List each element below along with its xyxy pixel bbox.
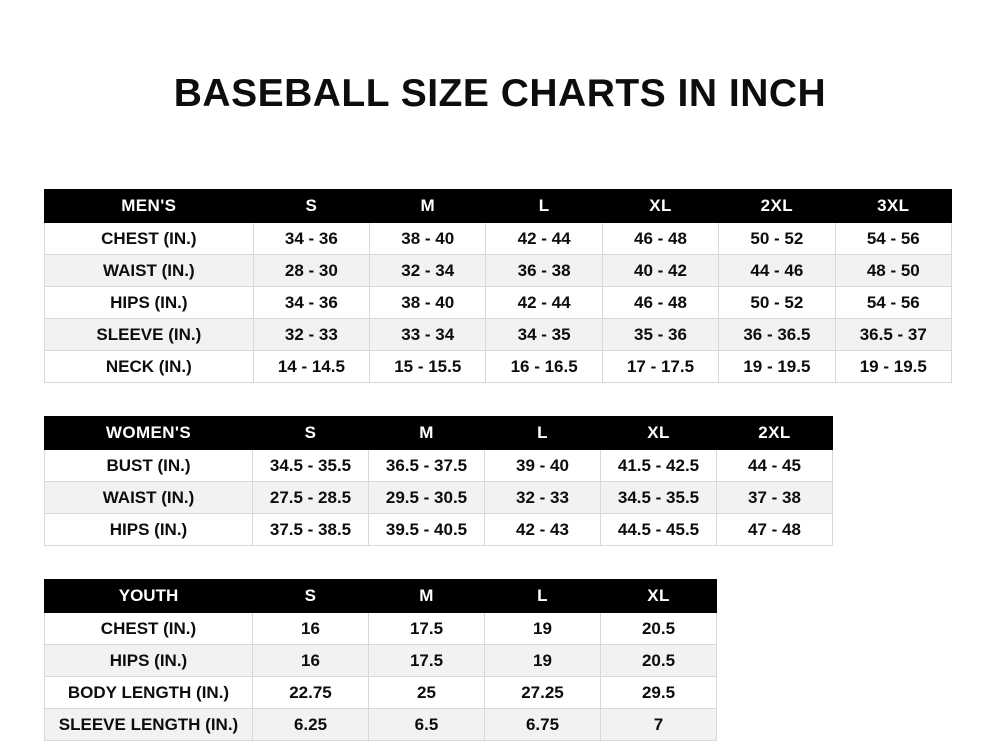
cell: 19 - 19.5 [835,351,951,383]
table-row [45,677,717,709]
cell: 6.75 [485,709,601,741]
cell: 22.75 [253,677,369,709]
row-label: SLEEVE (IN.) [45,319,254,351]
table-header-row [45,190,952,223]
cell: 40 - 42 [602,255,718,287]
row-label: SLEEVE LENGTH (IN.) [45,709,253,741]
mens-header-3xl: 3XL [835,190,951,223]
cell: 48 - 50 [835,255,951,287]
womens-size-table [44,416,833,546]
cell: 47 - 48 [717,514,833,546]
mens-header-s: S [253,190,369,223]
row-label: HIPS (IN.) [45,287,254,319]
cell: 34 - 35 [486,319,602,351]
mens-size-table [44,189,952,383]
cell: 16 - 16.5 [486,351,602,383]
row-label: WAIST (IN.) [45,255,254,287]
table-row [45,450,833,482]
cell: 19 [485,645,601,677]
cell: 17.5 [369,645,485,677]
table-header-row [45,417,833,450]
cell: 36.5 - 37 [835,319,951,351]
mens-header-m: M [370,190,486,223]
row-label: CHEST (IN.) [45,223,254,255]
cell: 15 - 15.5 [370,351,486,383]
cell: 46 - 48 [602,223,718,255]
womens-header-2xl: 2XL [717,417,833,450]
table-row [45,255,952,287]
cell: 14 - 14.5 [253,351,369,383]
cell: 6.5 [369,709,485,741]
cell: 36 - 38 [486,255,602,287]
cell: 36.5 - 37.5 [369,450,485,482]
womens-header-category: WOMEN'S [45,417,253,450]
cell: 32 - 33 [253,319,369,351]
cell: 54 - 56 [835,287,951,319]
table-row [45,613,717,645]
womens-header-l: L [485,417,601,450]
cell: 37 - 38 [717,482,833,514]
cell: 32 - 34 [370,255,486,287]
cell: 42 - 43 [485,514,601,546]
table-row [45,514,833,546]
youth-header-s: S [253,580,369,613]
cell: 54 - 56 [835,223,951,255]
cell: 37.5 - 38.5 [253,514,369,546]
row-label: HIPS (IN.) [45,514,253,546]
cell: 27.25 [485,677,601,709]
cell: 34 - 36 [253,223,369,255]
cell: 27.5 - 28.5 [253,482,369,514]
cell: 38 - 40 [370,223,486,255]
cell: 20.5 [601,645,717,677]
table-row [45,709,717,741]
cell: 29.5 [601,677,717,709]
row-label: CHEST (IN.) [45,613,253,645]
cell: 42 - 44 [486,287,602,319]
mens-header-l: L [486,190,602,223]
cell: 33 - 34 [370,319,486,351]
table-row [45,351,952,383]
table-row [45,645,717,677]
table-row [45,223,952,255]
cell: 44 - 46 [719,255,835,287]
cell: 41.5 - 42.5 [601,450,717,482]
row-label: BODY LENGTH (IN.) [45,677,253,709]
table-row [45,287,952,319]
cell: 50 - 52 [719,287,835,319]
table-header-row [45,580,717,613]
table-row [45,482,833,514]
cell: 20.5 [601,613,717,645]
mens-header-category: MEN'S [45,190,254,223]
row-label: WAIST (IN.) [45,482,253,514]
youth-header-xl: XL [601,580,717,613]
womens-header-m: M [369,417,485,450]
cell: 16 [253,645,369,677]
cell: 32 - 33 [485,482,601,514]
cell: 35 - 36 [602,319,718,351]
cell: 29.5 - 30.5 [369,482,485,514]
cell: 39 - 40 [485,450,601,482]
youth-size-table [44,579,717,741]
cell: 19 [485,613,601,645]
womens-header-s: S [253,417,369,450]
cell: 46 - 48 [602,287,718,319]
cell: 44.5 - 45.5 [601,514,717,546]
cell: 50 - 52 [719,223,835,255]
cell: 25 [369,677,485,709]
table-row [45,319,952,351]
cell: 16 [253,613,369,645]
mens-header-2xl: 2XL [719,190,835,223]
youth-header-l: L [485,580,601,613]
row-label: NECK (IN.) [45,351,254,383]
womens-header-xl: XL [601,417,717,450]
mens-header-xl: XL [602,190,718,223]
cell: 34.5 - 35.5 [601,482,717,514]
tables-container [0,189,1000,741]
cell: 36 - 36.5 [719,319,835,351]
youth-header-m: M [369,580,485,613]
youth-header-category: YOUTH [45,580,253,613]
cell: 34 - 36 [253,287,369,319]
cell: 19 - 19.5 [719,351,835,383]
cell: 17.5 [369,613,485,645]
cell: 44 - 45 [717,450,833,482]
row-label: BUST (IN.) [45,450,253,482]
cell: 38 - 40 [370,287,486,319]
cell: 6.25 [253,709,369,741]
cell: 34.5 - 35.5 [253,450,369,482]
cell: 17 - 17.5 [602,351,718,383]
cell: 7 [601,709,717,741]
row-label: HIPS (IN.) [45,645,253,677]
cell: 39.5 - 40.5 [369,514,485,546]
cell: 42 - 44 [486,223,602,255]
page-title: BASEBALL SIZE CHARTS IN INCH [173,72,827,115]
cell: 28 - 30 [253,255,369,287]
